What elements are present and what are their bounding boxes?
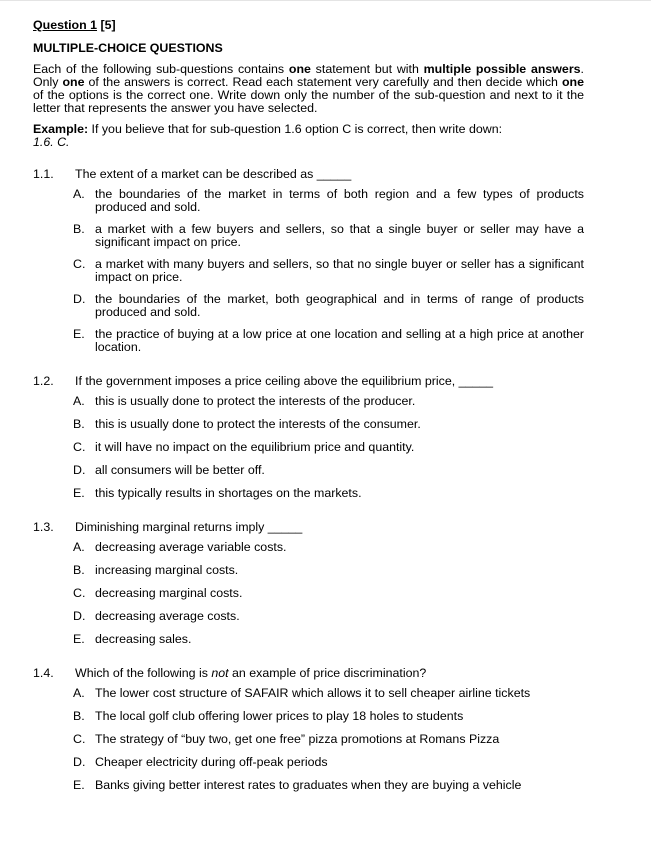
- option-text: The strategy of “buy two, get one free” pizza promotions at Romans Pizza: [95, 732, 500, 746]
- question-text: The extent of a market can be described as _____: [75, 167, 352, 181]
- option-text: the boundaries of the market, both geographical and in terms of range of products produced and sold.: [95, 292, 584, 319]
- option-letter: D.: [73, 463, 86, 477]
- option-b: [73, 223, 584, 249]
- question-1-1: [33, 167, 584, 354]
- section-title: MULTIPLE-CHOICE QUESTIONS: [33, 41, 223, 55]
- option-letter: E.: [73, 327, 85, 341]
- instructions-text: of the options is the correct one. Write down only the number of the sub-question and next to it the letter that represents the answer you have selected.: [33, 88, 584, 115]
- option-b: [73, 710, 584, 723]
- exam-page: [33, 14, 584, 812]
- option-c: [73, 441, 584, 454]
- option-a: [73, 395, 584, 408]
- question-text-emphasis: not: [211, 666, 229, 680]
- option-text: the boundaries of the market in terms of both region and a few types of products produced and sold.: [95, 187, 584, 214]
- option-c: [73, 587, 584, 600]
- question-number: 1.3.: [33, 520, 54, 534]
- option-b: [73, 418, 584, 431]
- question-text: [75, 666, 584, 681]
- question-1-3: [33, 520, 584, 646]
- option-text: decreasing sales.: [95, 632, 192, 646]
- option-d: [73, 610, 584, 623]
- option-letter: C.: [73, 440, 86, 454]
- option-b: [73, 564, 584, 577]
- option-letter: E.: [73, 778, 85, 792]
- option-text: decreasing average variable costs.: [95, 540, 287, 554]
- instructions-bold: one: [561, 75, 584, 89]
- option-text: Banks giving better interest rates to graduates when they are buying a vehicle: [95, 778, 522, 792]
- option-text: decreasing average costs.: [95, 609, 240, 623]
- option-text: The local golf club offering lower prices to play 18 holes to students: [95, 709, 464, 723]
- instructions-bold: one: [62, 75, 85, 89]
- option-c: [73, 733, 584, 746]
- question-1-2: [33, 374, 584, 500]
- option-letter: D.: [73, 292, 86, 306]
- example-label: Example:: [33, 122, 89, 136]
- option-e: [73, 487, 584, 500]
- option-a: [73, 188, 584, 214]
- option-d: [73, 464, 584, 477]
- instructions-text: . Only: [33, 62, 584, 89]
- option-letter: E.: [73, 486, 85, 500]
- option-letter: D.: [73, 609, 86, 623]
- option-a: [73, 541, 584, 554]
- question-number: 1.1.: [33, 167, 54, 181]
- option-letter: C.: [73, 586, 86, 600]
- instructions-text: Each of the following sub-questions contains: [33, 62, 289, 76]
- option-text: all consumers will be better off.: [95, 463, 265, 477]
- option-text: this typically results in shortages on the markets.: [95, 486, 362, 500]
- option-letter: C.: [73, 732, 86, 746]
- option-letter: A.: [73, 540, 85, 554]
- option-text: decreasing marginal costs.: [95, 586, 243, 600]
- option-c: [73, 258, 584, 284]
- instructions-bold: multiple possible answers: [423, 62, 581, 76]
- option-d: [73, 756, 584, 769]
- page-top-border: [0, 0, 651, 1]
- example-text: If you believe that for sub-question 1.6 option C is correct, then write down:: [88, 122, 503, 136]
- option-text: The lower cost structure of SAFAIR which allows it to sell cheaper airline tickets: [95, 686, 531, 700]
- instructions-bold: one: [288, 62, 311, 76]
- example-answer: 1.6. C.: [33, 135, 70, 149]
- question-number: 1.4.: [33, 666, 54, 680]
- question-text: Diminishing marginal returns imply _____: [75, 520, 303, 534]
- instructions-text: of the answers is correct. Read each statement very carefully and then decide which: [84, 75, 562, 89]
- option-letter: E.: [73, 632, 85, 646]
- option-text: a market with a few buyers and sellers, so that a single buyer or seller may have a significant impact on price.: [95, 222, 584, 249]
- option-letter: D.: [73, 755, 86, 769]
- option-letter: C.: [73, 257, 86, 271]
- option-e: [73, 633, 584, 646]
- option-letter: A.: [73, 686, 85, 700]
- question-marks: [5]: [100, 18, 116, 32]
- option-a: [73, 687, 584, 700]
- option-letter: A.: [73, 187, 85, 201]
- option-text: a market with many buyers and sellers, so that no single buyer or seller has a significant impact on price.: [95, 257, 584, 284]
- example-paragraph: [33, 123, 584, 149]
- question-text: If the government imposes a price ceiling above the equilibrium price, _____: [75, 374, 494, 388]
- option-text: this is usually done to protect the interests of the producer.: [95, 394, 416, 408]
- option-text: Cheaper electricity during off-peak periods: [95, 755, 328, 769]
- option-letter: B.: [73, 709, 85, 723]
- option-text: it will have no impact on the equilibrium price and quantity.: [95, 440, 415, 454]
- question-number: 1.2.: [33, 374, 54, 388]
- question-heading: [33, 18, 584, 33]
- question-label: Question 1: [33, 18, 98, 32]
- option-letter: B.: [73, 222, 85, 236]
- option-e: [73, 328, 584, 354]
- question-text-part: an example of price discrimination?: [228, 666, 427, 680]
- option-letter: B.: [73, 563, 85, 577]
- option-text: the practice of buying at a low price at one location and selling at a high price at another location.: [95, 327, 584, 354]
- option-d: [73, 293, 584, 319]
- option-text: this is usually done to protect the interests of the consumer.: [95, 417, 421, 431]
- option-text: increasing marginal costs.: [95, 563, 239, 577]
- instructions-paragraph: [33, 63, 584, 115]
- question-1-4: [33, 666, 584, 792]
- instructions-text: statement but with: [310, 62, 424, 76]
- option-letter: B.: [73, 417, 85, 431]
- option-e: [73, 779, 584, 792]
- question-text-part: Which of the following is: [75, 666, 212, 680]
- option-letter: A.: [73, 394, 85, 408]
